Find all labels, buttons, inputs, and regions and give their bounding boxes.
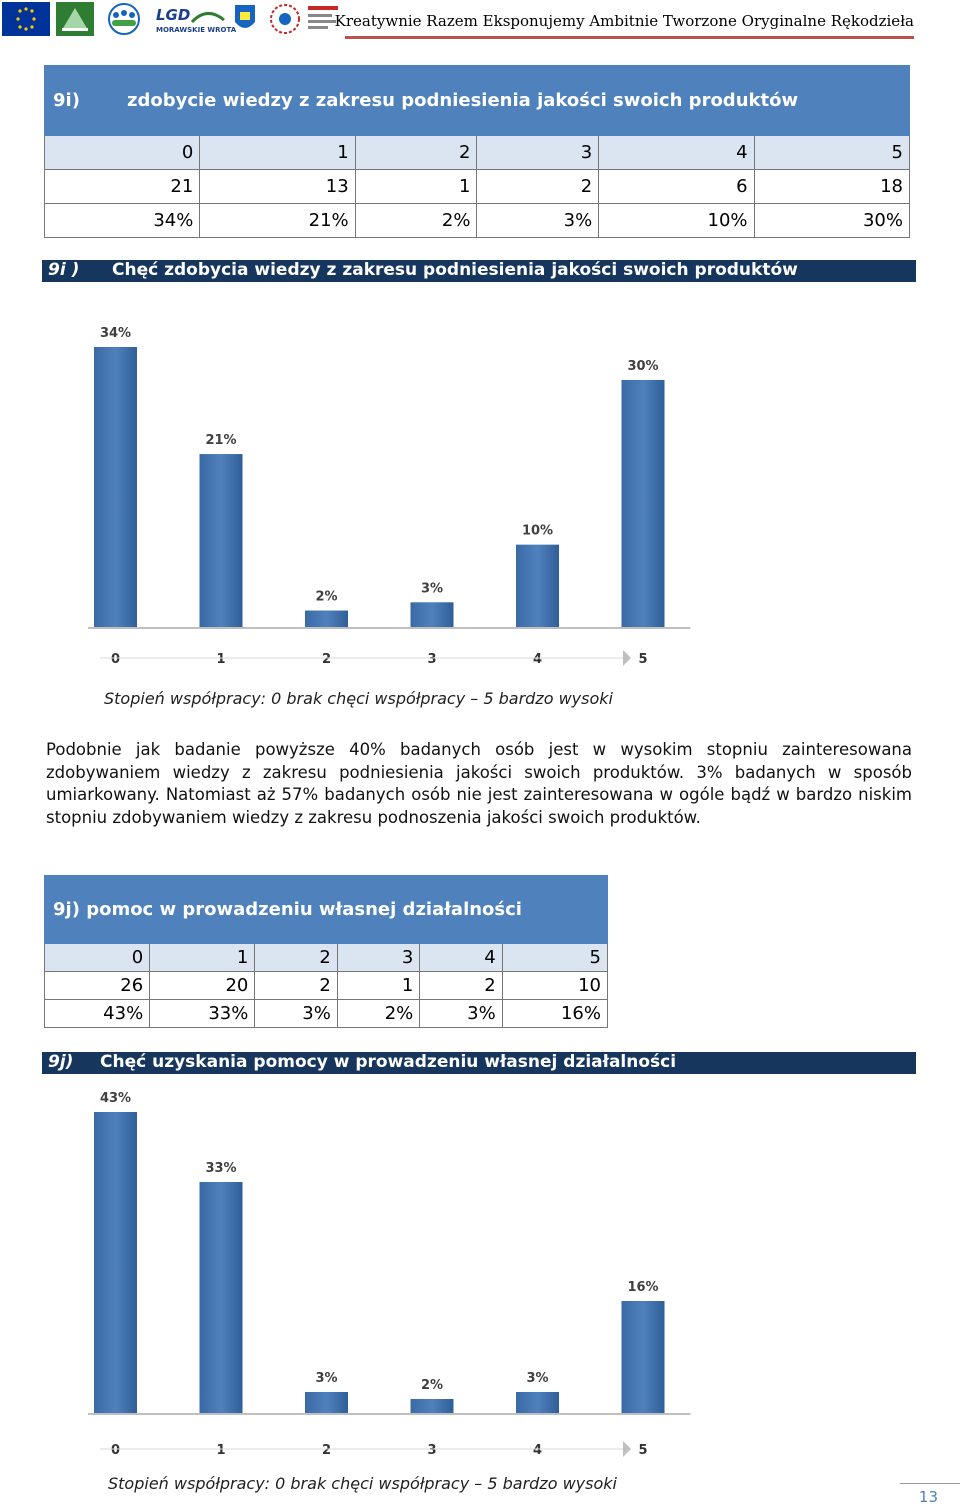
table-row [45, 136, 910, 170]
table-cell: 2 [477, 170, 599, 204]
data-label: 30% [627, 358, 659, 374]
table-cell: 2% [337, 1000, 419, 1028]
people-circle-logo [100, 2, 148, 36]
table-cell: 2% [355, 204, 477, 238]
table-9j-title-row [45, 876, 608, 944]
bar-4 [516, 545, 559, 627]
bar-0 [94, 347, 137, 627]
x-tick-label: 1 [216, 652, 226, 667]
body-paragraph: Podobnie jak badanie powyższe 40% badanych osób jest w wysokim stopniu zainteresowana zdobywaniem wiedzy z zakresu podniesienia jakości swoich produktów. 3% badanych w sposób umiarkowany. Natomiast aż 57% badanych osób nie jest zainteresowana w ogóle bądź w bardzo niskim stopniu zdobywaniem wiedzy z zakresu podnoszenia jakości swoich produktów. [46, 740, 912, 827]
table-cell: 30% [754, 204, 909, 238]
table-cell: 10 [502, 972, 607, 1000]
data-label: 2% [315, 589, 338, 605]
bar-2 [305, 1392, 348, 1413]
table-cell: 3% [420, 1000, 502, 1028]
svg-text:MORAWSKIE WROTA: MORAWSKIE WROTA [156, 26, 237, 34]
bar-5 [622, 1301, 665, 1413]
table-9j-title: 9j) pomoc w prowadzeniu własnej działalności [45, 876, 608, 944]
table-9i-code: 9i) [53, 90, 80, 111]
table-9i-title-row [45, 66, 910, 136]
table-cell: 3 [337, 944, 419, 972]
table-cell: 4 [599, 136, 754, 170]
table-cell: 18 [754, 170, 909, 204]
data-label: 3% [526, 1371, 549, 1386]
table-cell: 26 [45, 972, 150, 1000]
data-label: 33% [205, 1161, 237, 1176]
table-row [45, 204, 910, 238]
bar-1 [200, 454, 243, 627]
table-9j [44, 875, 608, 1028]
page-number-rule [900, 1483, 960, 1484]
table-cell: 3 [477, 136, 599, 170]
table-cell: 5 [754, 136, 909, 170]
header-rule [345, 36, 914, 39]
x-tick-label: 4 [532, 1443, 543, 1458]
chart-9j [60, 1080, 700, 1465]
bar-1 [200, 1182, 243, 1413]
table-cell: 34% [45, 204, 200, 238]
data-label: 3% [420, 581, 444, 597]
chart-9j-code: 9j) [48, 1052, 74, 1072]
data-label: 2% [420, 1378, 444, 1393]
table-9i-title-cell [45, 66, 910, 136]
chart-9i-header [42, 260, 916, 282]
bar-2 [305, 611, 348, 627]
table-cell: 2 [420, 972, 502, 1000]
chart-9i-title: Chęć zdobycia wiedzy z zakresu podniesienia jakości swoich produktów [112, 260, 798, 280]
axis-arrow-icon [623, 650, 631, 666]
table-row [45, 944, 608, 972]
bar-0 [94, 1112, 137, 1413]
table-cell: 3% [255, 1000, 337, 1028]
table-9i [44, 65, 910, 238]
table-cell: 1 [337, 972, 419, 1000]
table-cell: 21% [200, 204, 355, 238]
leader-logo [56, 2, 94, 36]
data-label: 43% [99, 1091, 132, 1106]
table-cell: 6 [599, 170, 754, 204]
table-cell: 1 [355, 170, 477, 204]
x-tick-label: 2 [321, 1443, 332, 1458]
x-tick-label: 3 [427, 652, 437, 667]
table-cell: 1 [200, 136, 355, 170]
x-tick-label: 0 [110, 652, 121, 667]
stars-circle-logo [268, 2, 302, 36]
chart-9i-caption: Stopień współpracy: 0 brak chęci współpracy – 5 bardzo wysoki [104, 689, 613, 708]
table-cell: 43% [45, 1000, 150, 1028]
x-tick-label: 3 [427, 1443, 437, 1458]
table-cell: 33% [150, 1000, 255, 1028]
bar-5 [622, 380, 665, 627]
data-label: 16% [627, 1280, 659, 1295]
table-cell: 2 [255, 944, 337, 972]
table-cell: 21 [45, 170, 200, 204]
x-tick-label: 2 [321, 652, 332, 667]
chart-9j-title: Chęć uzyskania pomocy w prowadzeniu własnej działalności [100, 1052, 677, 1072]
svg-text:LGD: LGD [156, 6, 191, 24]
table-cell: 13 [200, 170, 355, 204]
x-tick-label: 1 [216, 1443, 226, 1458]
chart-svg [60, 305, 700, 685]
x-tick-label: 5 [638, 1443, 648, 1458]
data-label: 21% [205, 433, 237, 449]
axis-arrow-icon [623, 1441, 631, 1457]
table-row [45, 1000, 608, 1028]
bar-4 [516, 1392, 559, 1413]
data-label: 34% [99, 326, 132, 341]
table-cell: 5 [502, 944, 607, 972]
data-label: 3% [315, 1371, 338, 1386]
table-row [45, 170, 910, 204]
table-cell: 1 [150, 944, 255, 972]
table-row [45, 972, 608, 1000]
lgd-morawskie-wrota-logo [152, 2, 237, 36]
x-tick-label: 5 [638, 652, 648, 667]
data-label: 10% [521, 523, 554, 539]
bar-3 [411, 602, 454, 627]
chart-9j-header [42, 1052, 916, 1074]
chart-svg [60, 1080, 700, 1465]
page-number: 13 [918, 1488, 938, 1506]
x-tick-label: 4 [532, 652, 543, 667]
table-cell: 4 [420, 944, 502, 972]
table-cell: 0 [45, 136, 200, 170]
chart-9j-caption: Stopień współpracy: 0 brak chęci współpracy – 5 bardzo wysoki [108, 1474, 617, 1493]
bar-3 [411, 1399, 454, 1413]
x-tick-label: 0 [110, 1443, 121, 1458]
table-cell: 3% [477, 204, 599, 238]
chart-9i [60, 305, 700, 685]
table-cell: 2 [255, 972, 337, 1000]
table-cell: 10% [599, 204, 754, 238]
emblem-logo [232, 2, 258, 36]
table-cell: 0 [45, 944, 150, 972]
eu-flag-logo [2, 2, 50, 36]
table-cell: 20 [150, 972, 255, 1000]
table-9i-title: zdobycie wiedzy z zakresu podniesienia jakości swoich produktów [127, 90, 799, 111]
table-cell: 2 [355, 136, 477, 170]
logo-strip [0, 0, 340, 40]
chart-9i-code: 9i ) [48, 260, 80, 280]
header-title: Kreatywnie Razem Eksponujemy Ambitnie Tworzone Oryginalne Rękodzieła [334, 12, 914, 30]
table-cell: 16% [502, 1000, 607, 1028]
